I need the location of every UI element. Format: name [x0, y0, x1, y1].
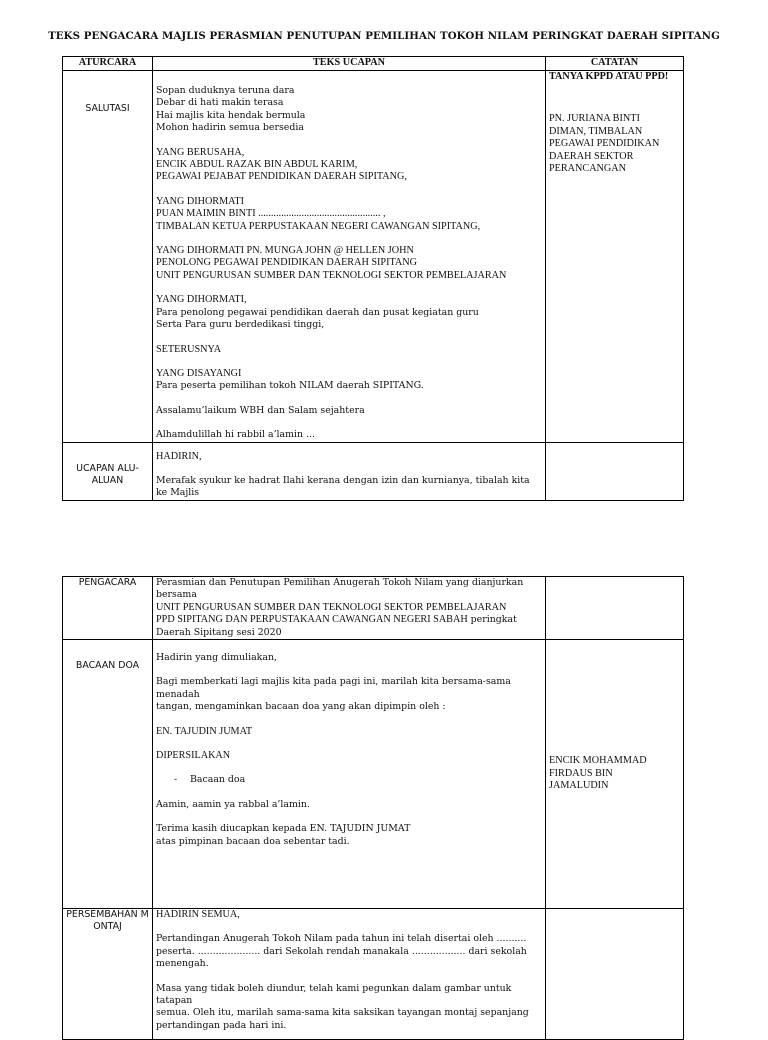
- teks-cell: [153, 640, 546, 909]
- catatan-line: PERANCANGAN: [549, 163, 626, 175]
- salutation-line: Serta Para guru berdedikasi tinggi,: [156, 319, 325, 331]
- catatan-line: FIRDAUS BIN: [549, 767, 613, 779]
- catatan-line: ENCIK MOHAMMAD: [549, 755, 647, 767]
- salutation-line: UNIT PENGURUSAN SUMBER DAN TEKNOLOGI SEKTOR PEMBELAJARAN: [156, 269, 507, 281]
- teks-line: HADIRIN,: [156, 450, 202, 462]
- pantun-line: Hai majlis kita hendak bermula: [156, 109, 306, 121]
- salutation-line: YANG DIHORMATI: [156, 195, 245, 207]
- program-table-1: [62, 56, 684, 501]
- document-title: TEKS PENGACARA MAJLIS PERASMIAN PENUTUPAN PEMILIHAN TOKOH NILAM PERINGKAT DAERAH SIPITANG: [48, 30, 720, 42]
- header-aturcara: ATURCARA: [63, 57, 153, 71]
- salutation-line: Para peserta pemilihan tokoh NILAM daerah SIPITANG.: [156, 380, 424, 392]
- catatan-note-bold: TANYA KPPD ATAU PPD!: [549, 71, 669, 82]
- teks-line: Hadirin yang dimuliakan,: [156, 652, 277, 664]
- aturcara-cell: [63, 909, 153, 1040]
- aturcara-cell: [63, 442, 153, 500]
- aturcara-label: PENGACARA: [78, 577, 137, 588]
- pantun-line: Mohon hadirin semua bersedia: [156, 122, 304, 134]
- aturcara-label: BACAAN DOA: [75, 660, 140, 672]
- teks-line: HADIRIN SEMUA,: [156, 909, 240, 921]
- row-salutasi: [63, 71, 684, 443]
- salutation-line: YANG DISAYANGI: [156, 367, 242, 379]
- salutation-line: Alhamdulillah hi rabbil a’lamin ...: [156, 429, 315, 441]
- teks-line: Perasmian dan Penutupan Pemilihan Anugerah Tokoh Nilam yang dianjurkan bersama: [156, 577, 524, 601]
- header-teks-ucapan: TEKS UCAPAN: [153, 57, 546, 71]
- teks-line: Daerah Sipitang sesi 2020: [156, 626, 282, 638]
- teks-line: peringkat: [467, 614, 517, 626]
- teks-cell: [153, 577, 546, 640]
- salutation-line: YANG DIHORMATI,: [156, 294, 247, 306]
- aturcara-cell: [63, 640, 153, 909]
- teks-line: Masa yang tidak boleh diundur, telah kami pegunkan dalam gambar untuk tatapan: [156, 982, 512, 1007]
- teks-line: Terima kasih diucapkan kepada EN. TAJUDIN JUMAT: [156, 823, 411, 835]
- bullet-dash: -: [174, 774, 178, 786]
- aturcara-cell: [63, 71, 153, 443]
- catatan-cell: [546, 442, 684, 500]
- catatan-cell: [546, 640, 684, 909]
- catatan-line: PN. JURIANA BINTI: [549, 113, 640, 125]
- row-bacaan-doa: [63, 640, 684, 909]
- catatan-cell: [546, 577, 684, 640]
- pantun-line: Sopan duduknya teruna dara: [156, 85, 295, 96]
- teks-cell: [153, 909, 546, 1040]
- teks-cell: [153, 442, 546, 500]
- teks-cell: [153, 71, 546, 443]
- teks-line: pertandingan pada hari ini.: [156, 1019, 287, 1031]
- row-ucapan-alu-aluan: [63, 442, 684, 500]
- catatan-cell: [546, 909, 684, 1040]
- teks-line: PPD SIPITANG DAN PERPUSTAKAAN CAWANGAN NEGERI SABAH: [156, 614, 468, 626]
- header-catatan: CATATAN: [546, 57, 684, 71]
- teks-line: Merafak syukur ke hadrat Ilahi kerana dengan izin dan kurnianya, tibalah kita ke Majlis: [156, 474, 530, 499]
- teks-line: tangan, mengaminkan bacaan doa yang akan dipimpin oleh :: [156, 701, 446, 713]
- teks-line: atas pimpinan bacaan doa sebentar tadi.: [156, 835, 350, 847]
- teks-line: peserta. ..................... dari Sekolah rendah manakala .................. dari sekolah: [156, 945, 527, 957]
- program-table-2: [62, 576, 684, 1040]
- salutation-line: YANG BERUSAHA,: [156, 146, 245, 158]
- salutation-line: Assalamu’laikum WBH dan Salam sejahtera: [156, 404, 365, 416]
- catatan-line: JAMALUDIN: [549, 780, 609, 792]
- header-row: [63, 57, 684, 71]
- row-persembahan-montaj: [63, 909, 684, 1040]
- teks-line: menengah.: [156, 958, 209, 970]
- salutation-line: SETERUSNYA: [156, 343, 222, 355]
- teks-line: Bacaan doa: [190, 774, 246, 786]
- catatan-line: PEGAWAI PENDIDIKAN: [549, 138, 660, 150]
- aturcara-cell: [63, 577, 153, 640]
- salutation-line: ENCIK ABDUL RAZAK BIN ABDUL KARIM,: [156, 159, 358, 171]
- teks-line: Aamin, aamin ya rabbal a’lamin.: [156, 798, 310, 810]
- teks-line: Pertandingan Anugerah Tokoh Nilam pada tahun ini telah disertai oleh ..........: [156, 933, 527, 945]
- salutation-line: YANG DIHORMATI PN. MUNGA JOHN @ HELLEN JOHN: [156, 245, 414, 257]
- catatan-cell: [546, 71, 684, 443]
- teks-line: semua. Oleh itu, marilah sama-sama kita saksikan tayangan montaj sepanjang: [156, 1007, 529, 1019]
- catatan-line: DAERAH SEKTOR: [549, 150, 634, 162]
- teks-line: DIPERSILAKAN: [156, 750, 231, 762]
- teks-line: EN. TAJUDIN JUMAT: [156, 725, 253, 737]
- aturcara-label: UCAPAN ALU-ALUAN: [76, 462, 139, 486]
- salutation-line: Para penolong pegawai pendidikan daerah dan pusat kegiatan guru: [156, 306, 479, 318]
- teks-line: UNIT PENGURUSAN SUMBER DAN TEKNOLOGI SEKTOR PEMBELAJARAN: [156, 601, 507, 613]
- aturcara-label: SALUTASI: [85, 103, 130, 114]
- row-pengacara: [63, 577, 684, 640]
- pantun-line: Debar di hati makin terasa: [156, 97, 284, 109]
- aturcara-label: PERSEMBAHAN MONTAJ: [66, 909, 149, 933]
- salutation-line: TIMBALAN KETUA PERPUSTAKAAN NEGERI CAWANGAN SIPITANG,: [156, 220, 481, 232]
- salutation-line: PUAN MAIMIN BINTI ................................................ ,: [156, 208, 386, 220]
- salutation-line: PEGAWAI PEJABAT PENDIDIKAN DAERAH SIPITANG,: [156, 171, 407, 183]
- teks-line: Bagi memberkati lagi majlis kita pada pagi ini, marilah kita bersama-sama menadah: [156, 676, 511, 700]
- catatan-line: DIMAN, TIMBALAN: [549, 125, 643, 137]
- salutation-line: PENOLONG PEGAWAI PENDIDIKAN DAERAH SIPITANG: [156, 257, 417, 269]
